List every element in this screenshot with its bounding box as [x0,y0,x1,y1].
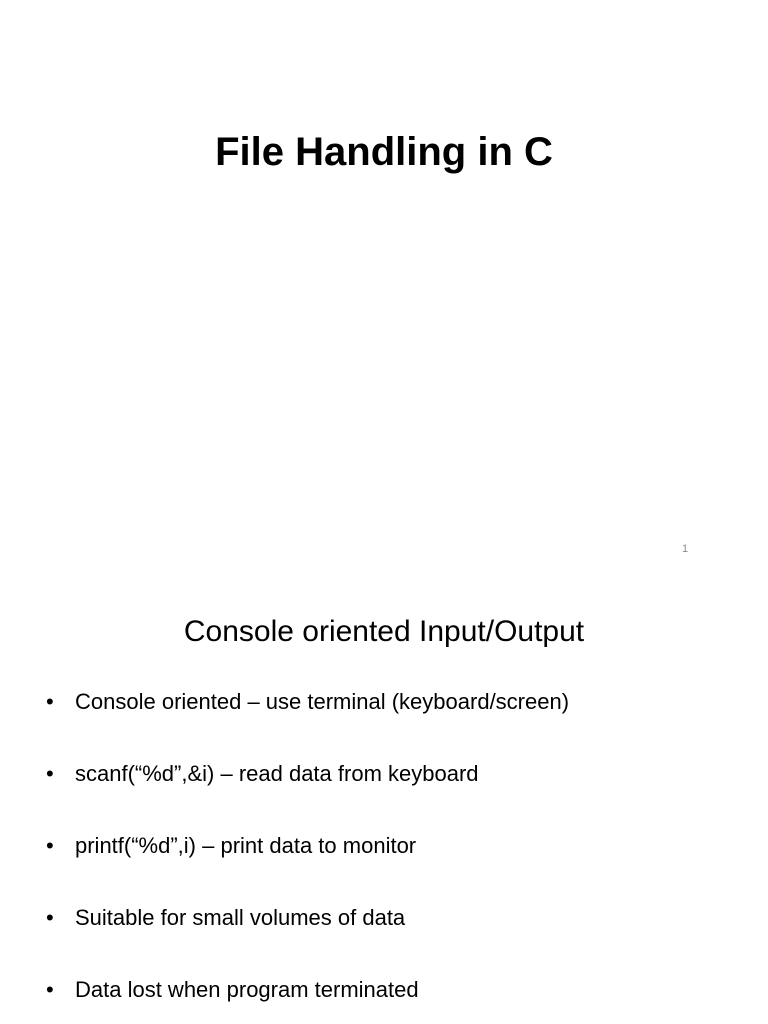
slide-heading: Console oriented Input/Output [183,615,585,648]
bullet-text: Console oriented – use terminal (keyboard/screen) [75,689,570,714]
bullet-icon: • [46,689,54,714]
bullet-list [0,688,768,1024]
bullet-text: Suitable for small volumes of data [75,905,406,930]
bullet-item [0,688,768,760]
bullet-icon: • [46,761,54,786]
slide-title: File Handling in C [215,130,553,174]
bullet-text: Data lost when program terminated [75,977,419,1002]
bullet-item [0,976,768,1024]
bullet-icon: • [46,833,54,858]
slide-2 [0,576,768,1024]
bullet-icon: • [46,977,54,1002]
bullet-text: scanf(“%d”,&i) – read data from keyboard [75,761,479,786]
bullet-icon: • [46,905,54,930]
bullet-text: printf(“%d”,i) – print data to monitor [75,833,417,858]
bullet-item [0,760,768,832]
bullet-item [0,832,768,904]
bullet-item [0,904,768,976]
slide-page-number: 1 [682,543,689,555]
